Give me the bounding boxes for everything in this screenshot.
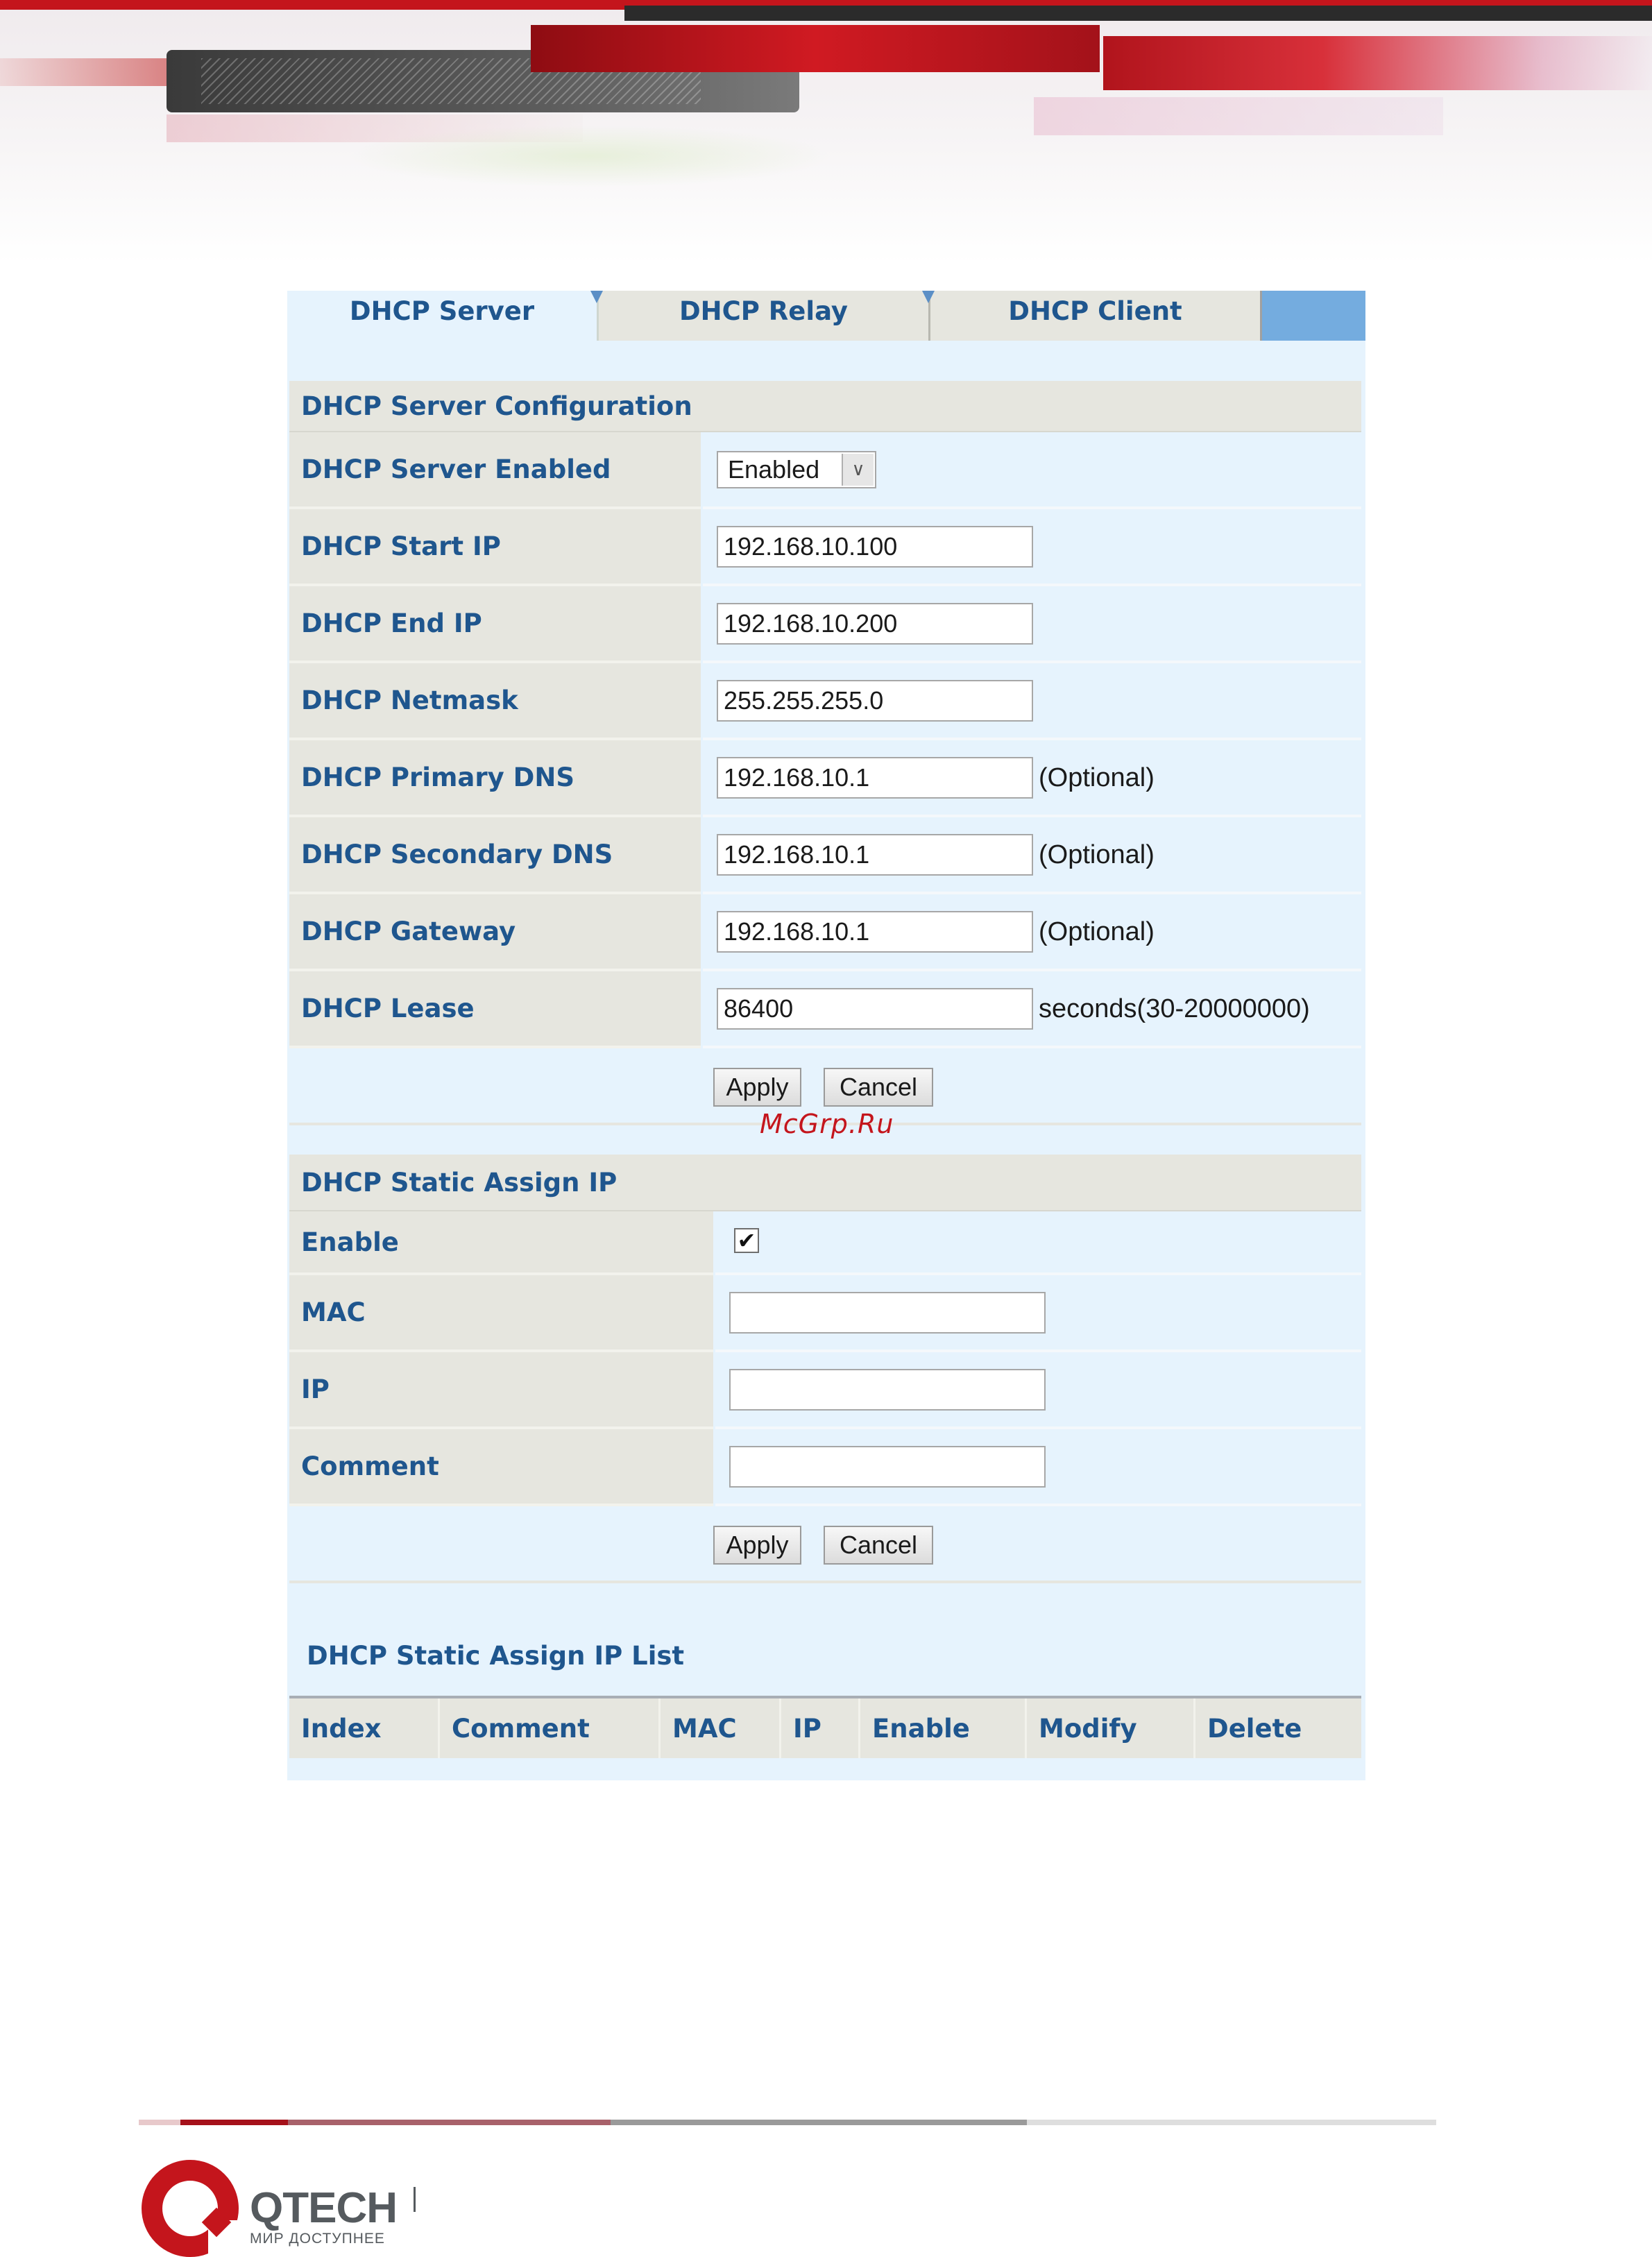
col-comment: Comment: [438, 1698, 658, 1758]
row-static-ip: [289, 1352, 1361, 1429]
dhcp-panel: [287, 291, 1365, 1780]
end-ip-label: DHCP End IP: [289, 586, 701, 663]
server-enabled-label: DHCP Server Enabled: [289, 432, 701, 509]
row-server-enabled: [289, 432, 1361, 509]
server-enabled-value: Enabled: [728, 454, 820, 484]
lease-note: seconds(30-20000000): [1039, 994, 1310, 1023]
footer-separator: [414, 2187, 416, 2212]
col-enable: Enable: [858, 1698, 1025, 1758]
row-static-enable: [289, 1211, 1361, 1275]
row-start-ip: [289, 509, 1361, 586]
col-ip: IP: [779, 1698, 858, 1758]
tab-dhcp-relay[interactable]: DHCP Relay: [597, 291, 928, 341]
col-index: Index: [301, 1713, 382, 1744]
brand-name: QTECH: [250, 2184, 397, 2232]
tab-bar: [287, 291, 1365, 341]
primary-dns-note: (Optional): [1039, 763, 1155, 792]
gateway-note: (Optional): [1039, 917, 1155, 946]
col-mac: MAC: [658, 1698, 779, 1758]
tab-divider-icon: [922, 291, 935, 303]
static-assign-actions: [289, 1506, 1361, 1583]
secondary-dns-label: DHCP Secondary DNS: [289, 817, 701, 894]
row-primary-dns: [289, 740, 1361, 817]
start-ip-input[interactable]: 192.168.10.100: [717, 526, 1033, 568]
static-apply-button[interactable]: Apply: [713, 1526, 801, 1565]
row-static-mac: [289, 1275, 1361, 1352]
footer-rule-segment: [288, 2120, 611, 2125]
netmask-input[interactable]: 255.255.255.0: [717, 680, 1033, 722]
col-modify: Modify: [1025, 1698, 1193, 1758]
static-comment-input[interactable]: [729, 1446, 1046, 1488]
tab-bar-filler: [1260, 291, 1365, 341]
static-list-title: DHCP Static Assign IP List: [307, 1641, 685, 1671]
tab-dhcp-client[interactable]: DHCP Client: [928, 291, 1260, 341]
row-static-comment: [289, 1429, 1361, 1506]
tab-divider-icon: [590, 291, 603, 303]
lease-label: DHCP Lease: [289, 971, 701, 1048]
secondary-dns-note: (Optional): [1039, 840, 1155, 869]
server-apply-button[interactable]: Apply: [713, 1068, 801, 1107]
footer-rule-segment: [1027, 2120, 1436, 2125]
static-enable-checkbox[interactable]: ✔: [734, 1228, 759, 1253]
primary-dns-input[interactable]: 192.168.10.1: [717, 757, 1033, 799]
start-ip-label: DHCP Start IP: [289, 509, 701, 586]
static-mac-label: MAC: [289, 1275, 713, 1352]
static-list-header: [289, 1698, 1361, 1758]
header-banner: [0, 0, 1652, 264]
chevron-down-icon: ∨: [842, 454, 874, 486]
lease-input[interactable]: 86400: [717, 988, 1033, 1030]
server-enabled-select[interactable]: [717, 451, 876, 488]
watermark-text: McGrp.Ru: [760, 1109, 894, 1139]
gateway-input[interactable]: 192.168.10.1: [717, 911, 1033, 953]
row-lease: [289, 971, 1361, 1048]
primary-dns-label: DHCP Primary DNS: [289, 740, 701, 817]
row-secondary-dns: [289, 817, 1361, 894]
static-comment-label: Comment: [289, 1429, 713, 1506]
static-mac-input[interactable]: [729, 1292, 1046, 1334]
gateway-label: DHCP Gateway: [289, 894, 701, 971]
footer-rule-segment: [611, 2120, 1027, 2125]
static-ip-input[interactable]: [729, 1369, 1046, 1411]
section-server-config: DHCP Server Configuration: [289, 381, 1361, 432]
end-ip-input[interactable]: 192.168.10.200: [717, 603, 1033, 645]
netmask-label: DHCP Netmask: [289, 663, 701, 740]
brand-slogan: МИР ДОСТУПНЕЕ: [250, 2231, 385, 2247]
static-ip-label: IP: [289, 1352, 713, 1429]
tab-dhcp-server[interactable]: DHCP Server: [287, 291, 597, 341]
col-delete: Delete: [1193, 1698, 1361, 1758]
static-enable-label: Enable: [289, 1211, 713, 1275]
footer-rule-segment: [180, 2120, 288, 2125]
row-netmask: [289, 663, 1361, 740]
static-cancel-button[interactable]: Cancel: [824, 1526, 933, 1565]
row-gateway: [289, 894, 1361, 971]
section-static-assign: DHCP Static Assign IP: [289, 1155, 1361, 1211]
secondary-dns-input[interactable]: 192.168.10.1: [717, 834, 1033, 876]
row-end-ip: [289, 586, 1361, 663]
server-cancel-button[interactable]: Cancel: [824, 1068, 933, 1107]
